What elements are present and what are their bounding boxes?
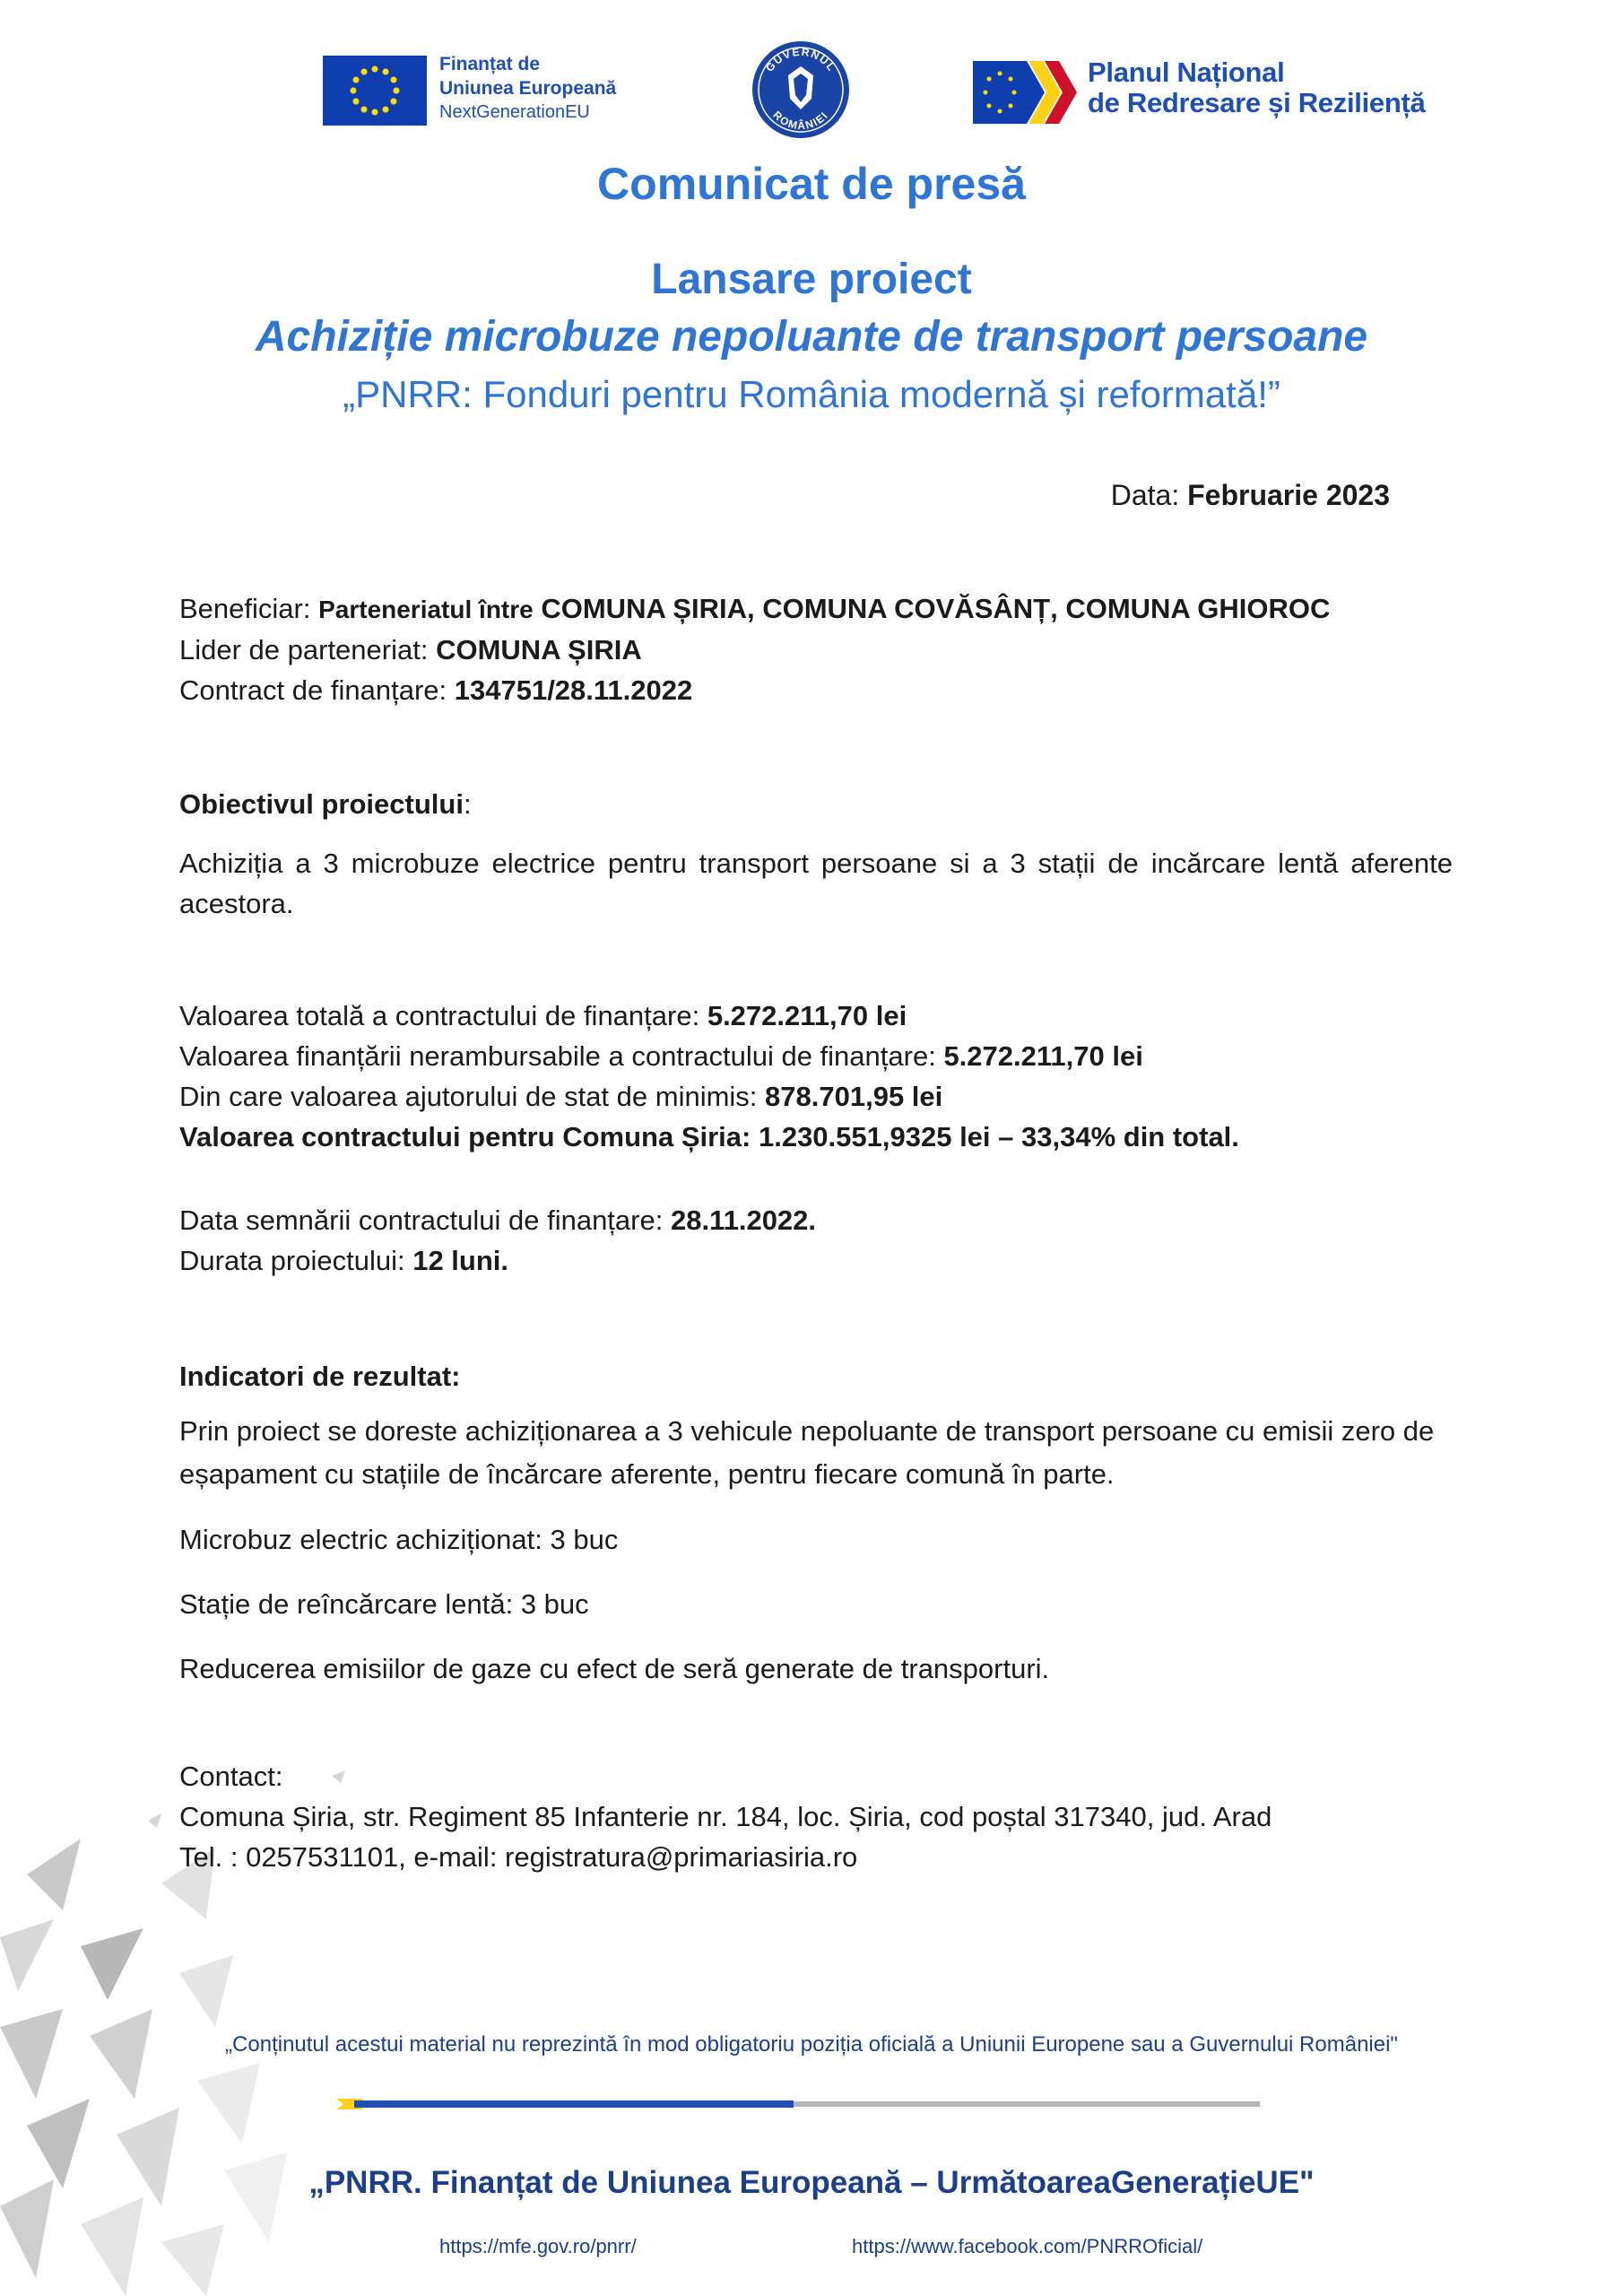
nonref-value: 5.272.211,70 lei bbox=[943, 1040, 1143, 1072]
objective-colon: : bbox=[463, 788, 472, 820]
total-value: 5.272.211,70 lei bbox=[707, 1000, 907, 1031]
beneficiary-block bbox=[179, 588, 1453, 710]
footer-disclaimer: „Conținutul acestui material nu reprezintă în mod obligatoriu poziția oficială a Uniunii Europene sau a Guvernului României" bbox=[225, 2032, 1398, 2057]
contact-address: Comuna Șiria, str. Regiment 85 Infanterie nr. 184, loc. Șiria, cod poștal 317340, jud. Arad bbox=[179, 1801, 1272, 1832]
indicators-intro: Prin proiect se doreste achiziționarea a 3 vehicule nepoluante de transport persoane cu emisii zero de eșapament cu stațiile de încărcare aferente, pentru fiecare comună în parte. bbox=[179, 1415, 1435, 1490]
objective-heading-line bbox=[179, 784, 1453, 824]
gov-seal-bottom-text: ROMÂNIEI bbox=[770, 109, 831, 133]
indicator-item-1: Microbuz electric achiziționat: 3 buc bbox=[179, 1524, 619, 1555]
eu-flag-icon bbox=[323, 56, 427, 126]
footer-color-bar bbox=[336, 2099, 1260, 2109]
dates-block bbox=[179, 1200, 1453, 1281]
minimis-value-label: Din care valoarea ajutorului de stat de minimis: bbox=[179, 1081, 758, 1112]
objective-heading: Obiectivul proiectului bbox=[179, 788, 464, 820]
duration-value: 12 luni. bbox=[412, 1245, 509, 1276]
eu-logo-line2: Uniunea Europeană bbox=[439, 78, 617, 99]
signing-date-label: Data semnării contractului de finanțare: bbox=[179, 1205, 664, 1236]
contact-label: Contact: bbox=[179, 1761, 283, 1792]
footer-slogan: „PNRR. Finanțat de Uniunea Europeană – UrmătoareaGenerațieUE" bbox=[308, 2165, 1315, 2200]
project-heading: Lansare proiect bbox=[651, 256, 972, 303]
date-line bbox=[1111, 479, 1390, 512]
leader-value: COMUNA ȘIRIA bbox=[436, 634, 642, 665]
pnrr-logo bbox=[973, 57, 1439, 129]
leader-label: Lider de parteneriat: bbox=[179, 634, 429, 665]
pnrr-logo-line2: de Redresare și Reziliență bbox=[1088, 87, 1426, 118]
contract-label: Contract de finanțare: bbox=[179, 674, 447, 706]
siria-value-line: Valoarea contractului pentru Comuna Șiria: 1.230.551,9325 lei – 33,34% din total. bbox=[179, 1121, 1239, 1152]
beneficiary-prefix: Parteneriatul între bbox=[318, 596, 534, 623]
nonref-value-label: Valoarea finanțării nerambursabile a contractului de finanțare: bbox=[179, 1040, 936, 1072]
eu-logo-line1: Finanțat de bbox=[439, 54, 541, 74]
signing-date-value: 28.11.2022. bbox=[670, 1205, 817, 1236]
pnrr-logo-line1: Planul Național bbox=[1088, 57, 1285, 88]
project-motto: „PNRR: Fonduri pentru România modernă și reformată!” bbox=[343, 373, 1280, 415]
eu-logo-line3: NextGenerationEU bbox=[439, 102, 590, 122]
indicators-heading: Indicatori de rezultat: bbox=[179, 1361, 461, 1392]
contact-phone-email: Tel. : 0257531101, e-mail: registratura@primariasiria.ro bbox=[179, 1841, 858, 1873]
page-title: Comunicat de presă bbox=[597, 159, 1026, 209]
contact-block bbox=[179, 1756, 1453, 1877]
footer-link-facebook[interactable]: https://www.facebook.com/PNRROficial/ bbox=[852, 2235, 1203, 2257]
date-label: Data: bbox=[1110, 479, 1180, 511]
pnrr-flag-icon bbox=[973, 61, 1079, 124]
duration-label: Durata proiectului: bbox=[179, 1245, 405, 1276]
total-value-label: Valoarea totală a contractului de finanțare: bbox=[179, 1000, 700, 1031]
romania-government-seal-icon bbox=[751, 39, 851, 140]
beneficiary-label: Beneficiar: bbox=[179, 593, 311, 624]
indicator-item-3: Reducerea emisiilor de gaze cu efect de seră generate de transporturi. bbox=[179, 1653, 1050, 1684]
values-block bbox=[179, 996, 1453, 1157]
project-name: Achiziție microbuze nepoluante de transport persoane bbox=[255, 313, 1368, 361]
contract-value: 134751/28.11.2022 bbox=[454, 674, 693, 706]
beneficiary-value: COMUNA ȘIRIA, COMUNA COVĂSÂNȚ, COMUNA GHIOROC bbox=[541, 593, 1331, 624]
footer-link-mfe[interactable]: https://mfe.gov.ro/pnrr/ bbox=[439, 2235, 637, 2257]
indicator-item-2: Stație de reîncărcare lentă: 3 buc bbox=[179, 1588, 589, 1620]
date-value: Februarie 2023 bbox=[1187, 479, 1390, 511]
objective-text: Achiziția a 3 microbuze electrice pentru transport persoane si a 3 stații de incărcare lentă aferente acestora. bbox=[179, 848, 1453, 919]
minimis-value: 878.701,95 lei bbox=[765, 1081, 943, 1112]
gov-seal-top-text: GUVERNUL bbox=[763, 45, 838, 74]
